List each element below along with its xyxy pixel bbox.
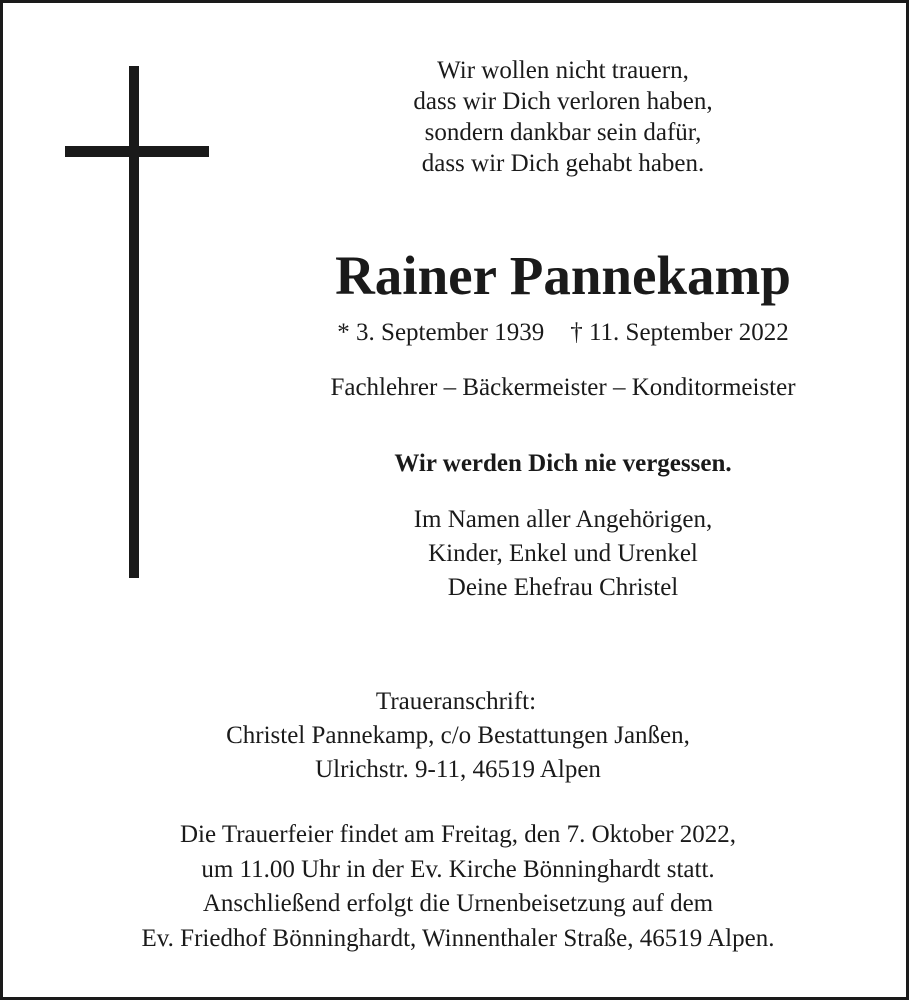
cross-horizontal-bar	[65, 146, 209, 157]
funeral-service-info	[63, 818, 853, 956]
poem-line: Wir wollen nicht trauern,	[437, 57, 689, 84]
poem-verse	[333, 55, 793, 179]
mourners-line: Deine Ehefrau Christel	[447, 574, 679, 601]
birth-date: * 3. September 1939	[337, 319, 545, 346]
mourners-line: Kinder, Enkel und Urenkel	[428, 540, 698, 567]
profession-line: Fachlehrer – Bäckermeister – Konditormeister	[330, 374, 796, 401]
address-line: Christel Pannekamp, c/o Bestattungen Janßen,	[226, 722, 690, 749]
poem-line: sondern dankbar sein dafür,	[424, 119, 702, 146]
poem-line: dass wir Dich gehabt haben.	[421, 150, 705, 177]
death-date: † 11. September 2022	[570, 319, 789, 346]
service-line: Die Trauerfeier findet am Freitag, den 7. Oktober 2022,	[179, 821, 737, 848]
service-line: Ev. Friedhof Bönninghardt, Winnenthaler Straße, 46519 Alpen.	[141, 924, 775, 952]
cross-vertical-bar	[129, 66, 139, 578]
life-dates	[283, 316, 843, 350]
deceased-name: Rainer Pannekamp	[335, 245, 791, 306]
mourning-address	[103, 685, 813, 787]
service-line: um 11.00 Uhr in der Ev. Kirche Bönninghardt statt.	[201, 855, 715, 883]
mourners-line: Im Namen aller Angehörigen,	[413, 506, 713, 533]
service-line: Anschließend erfolgt die Urnenbeisetzung auf dem	[202, 890, 714, 917]
memory-line: Wir werden Dich nie vergessen.	[394, 450, 732, 477]
address-label: Traueranschrift:	[375, 688, 537, 715]
poem-line: dass wir Dich verloren haben,	[413, 88, 713, 115]
address-line: Ulrichstr. 9-11, 46519 Alpen	[315, 756, 601, 783]
mourners-block	[333, 503, 793, 605]
